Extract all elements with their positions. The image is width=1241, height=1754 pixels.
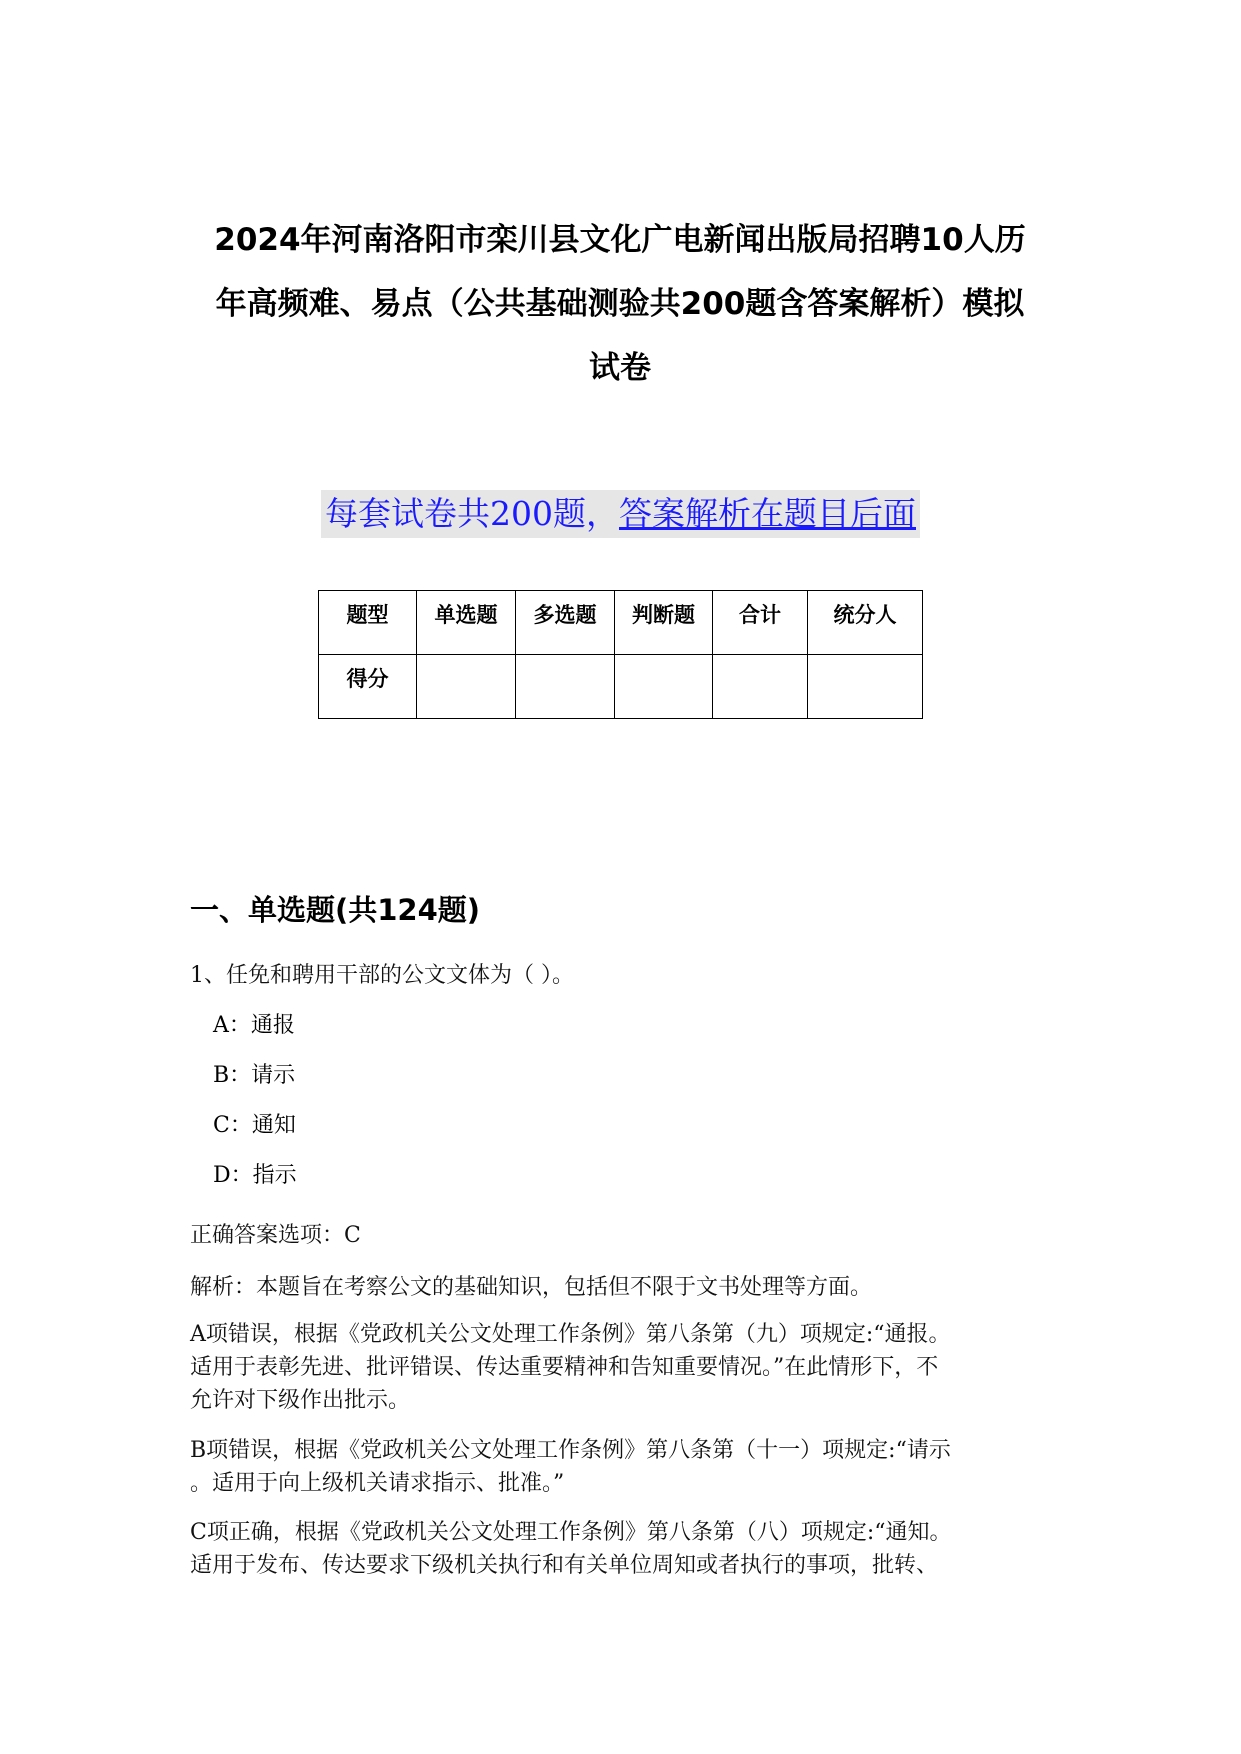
score-cell [808, 655, 923, 719]
option-b: B：请示 [213, 1063, 296, 1088]
explanation-b-line: 。适用于向上级机关请求指示、批准。” [190, 1471, 565, 1496]
info-banner [0, 490, 1241, 538]
option-c: C：通知 [213, 1113, 296, 1138]
document-title [190, 208, 1050, 400]
option-d: D：指示 [213, 1163, 297, 1188]
score-table-header-row [319, 591, 923, 655]
explanation-c-line: 适用于发布、传达要求下级机关执行和有关单位周知或者执行的事项，批转、 [190, 1553, 939, 1578]
header-cell-judge: 判断题 [615, 591, 713, 655]
score-cell [615, 655, 713, 719]
explanation-c [190, 1516, 1050, 1582]
correct-answer: 正确答案选项：C [190, 1223, 361, 1248]
explanation-a-line: 适用于表彰先进、批评错误、传达重要精神和告知重要情况。”在此情形下，不 [190, 1355, 939, 1380]
score-cell [417, 655, 516, 719]
explanation-c-line: C项正确，根据《党政机关公文处理工作条例》第八条第（八）项规定:“通知。 [190, 1520, 952, 1545]
option-a: A：通报 [213, 1013, 295, 1038]
header-cell-total: 合计 [713, 591, 808, 655]
explanation-a [190, 1318, 1050, 1417]
header-cell-type: 题型 [319, 591, 417, 655]
score-cell [516, 655, 615, 719]
score-table-score-row [319, 655, 923, 719]
header-cell-single: 单选题 [417, 591, 516, 655]
answer-link[interactable]: 答案解析在题目后面 [619, 494, 916, 533]
title-line-1: 2024年河南洛阳市栾川县文化广电新闻出版局招聘10人历 [214, 222, 1026, 258]
header-cell-scorer: 统分人 [808, 591, 923, 655]
section-heading: 一、单选题(共124题) [190, 893, 481, 927]
banner-text: 每套试卷共200题， [325, 494, 619, 533]
score-table [318, 590, 923, 719]
explanation-a-line: 允许对下级作出批示。 [190, 1388, 411, 1413]
explanation-b [190, 1434, 1050, 1500]
analysis-text: 解析：本题旨在考察公文的基础知识，包括但不限于文书处理等方面。 [190, 1275, 873, 1300]
row-label-score: 得分 [319, 655, 417, 719]
title-line-3: 试卷 [589, 350, 651, 386]
title-line-2: 年高频难、易点（公共基础测验共200题含答案解析）模拟 [215, 286, 1025, 322]
header-cell-multiple: 多选题 [516, 591, 615, 655]
score-cell [713, 655, 808, 719]
explanation-b-line: B项错误，根据《党政机关公文处理工作条例》第八条第（十一）项规定:“请示 [190, 1438, 951, 1463]
explanation-a-line: A项错误，根据《党政机关公文处理工作条例》第八条第（九）项规定:“通报。 [190, 1322, 951, 1347]
question-stem: 1、任免和聘用干部的公文文体为（ ）。 [190, 963, 574, 988]
